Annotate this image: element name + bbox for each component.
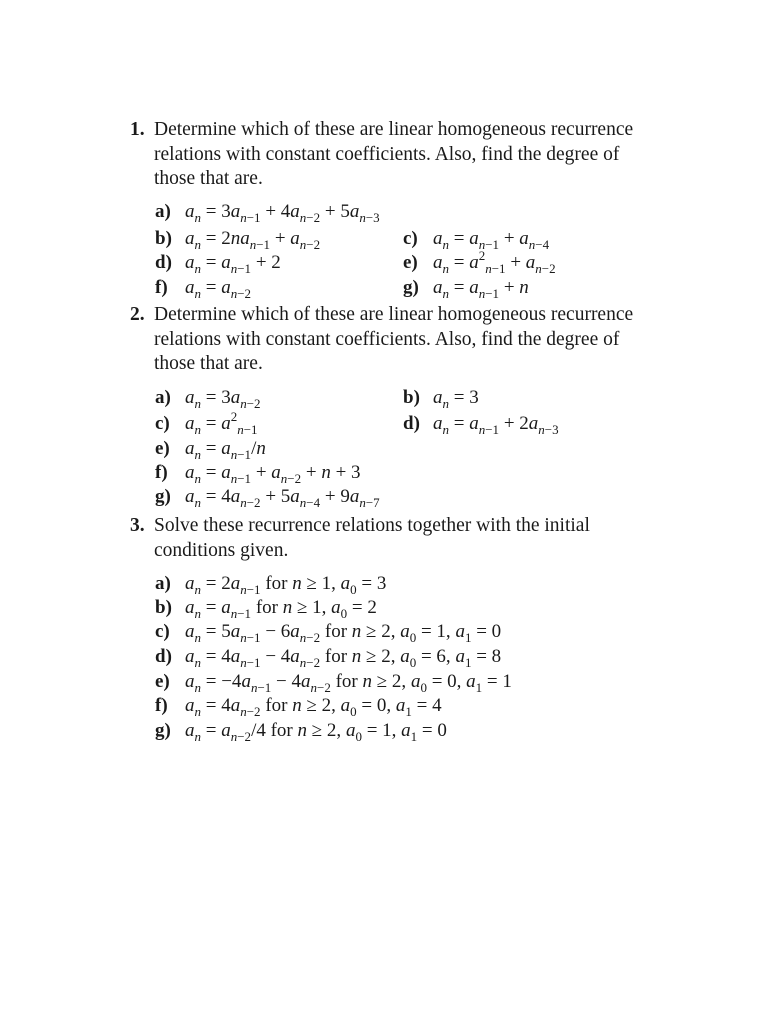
problem-1-item-e	[403, 248, 556, 276]
item-label: g)	[403, 277, 419, 298]
equation: $a_n = a_{n-1} + 2a_{n-3}$	[433, 413, 559, 437]
equation: $a_n = a_{n-2}/4$ for n ≥ 2, $a_0 = 1$, $a_1 = 0$	[185, 720, 447, 744]
equation: $a_n = 3a_{n-2}$	[185, 387, 261, 411]
equation: $a_n = a_{n-1} + 2$	[185, 252, 281, 276]
problem-number: 2.	[130, 304, 145, 325]
problem-3-item-d	[155, 646, 501, 668]
problem-2-item-b	[403, 387, 479, 409]
item-label: e)	[155, 671, 170, 692]
equation: $a_n = 2a_{n-1}$ for n ≥ 1, $a_0 = 3$	[185, 573, 387, 597]
problem-1	[130, 118, 650, 192]
equation: $a_n = a_{n-1}$ for n ≥ 1, $a_0 = 2$	[185, 597, 377, 621]
item-label: g)	[155, 720, 171, 741]
problem-1-item-c	[403, 228, 549, 250]
equation: $a_n = 4a_{n-1} - 4a_{n-2}$ for n ≥ 2, $a_0 = 6$, $a_1 = 8$	[185, 646, 502, 670]
equation: $a_n = a_{n-1}/n$	[185, 438, 266, 462]
problem-2-item-c	[155, 409, 258, 437]
problem-3-item-e	[155, 671, 512, 693]
problem-1-item-a	[155, 201, 380, 223]
item-label: d)	[155, 252, 172, 273]
problem-2-item-f	[155, 462, 361, 484]
equation: $a_n = a_{n-2}$	[185, 277, 252, 301]
problem-2-item-d	[403, 413, 559, 435]
item-label: c)	[403, 228, 418, 249]
problem-3-item-c	[155, 621, 501, 643]
problem-3-item-f	[155, 695, 442, 717]
equation: $a_n = 4a_{n-2}$ for n ≥ 2, $a_0 = 0$, $a_1 = 4$	[185, 695, 442, 719]
item-label: a)	[155, 387, 171, 408]
problem-3-item-a	[155, 573, 386, 595]
item-label: b)	[155, 228, 172, 249]
problem-3-item-g	[155, 720, 447, 742]
item-label: b)	[403, 387, 420, 408]
problem-2-item-g	[155, 486, 380, 508]
problem-3	[130, 514, 650, 563]
equation: $a_n = 3$	[433, 387, 479, 411]
item-label: c)	[155, 413, 170, 434]
item-label: e)	[403, 252, 418, 273]
item-label: g)	[155, 486, 171, 507]
problem-1-item-f	[155, 277, 251, 299]
equation: $a_n = a_{n-1} + n$	[433, 277, 529, 301]
item-label: a)	[155, 573, 171, 594]
equation: $a_n = 5a_{n-1} - 6a_{n-2}$ for n ≥ 2, $a_0 = 1$, $a_1 = 0$	[185, 621, 502, 645]
equation: $a_n = a_{n-1} + a_{n-4}$	[433, 228, 550, 252]
item-label: b)	[155, 597, 172, 618]
problem-2-item-a	[155, 387, 261, 409]
problem-2	[130, 303, 650, 377]
equation: $a_n = a^2_{n-1}$	[185, 409, 258, 437]
equation: $a_n = 4a_{n-2} + 5a_{n-4} + 9a_{n-7}$	[185, 486, 380, 510]
equation: $a_n = a_{n-1} + a_{n-2} + n + 3$	[185, 462, 361, 486]
problem-1-item-g	[403, 277, 529, 299]
equation: $a_n = a^2_{n-1} + a_{n-2}$	[433, 248, 556, 276]
problem-prompt: Solve these recurrence relations together with the initial conditions given.	[154, 515, 590, 561]
problem-3-item-b	[155, 597, 377, 619]
equation: $a_n = -4a_{n-1} - 4a_{n-2}$ for n ≥ 2, $a_0 = 0$, $a_1 = 1$	[185, 671, 512, 695]
item-label: a)	[155, 201, 171, 222]
item-label: d)	[155, 646, 172, 667]
problem-1-item-b	[155, 228, 320, 250]
item-label: f)	[155, 695, 168, 716]
equation: $a_n = 2na_{n-1} + a_{n-2}$	[185, 228, 321, 252]
problem-2-item-e	[155, 438, 266, 460]
problem-number: 1.	[130, 119, 145, 140]
item-label: c)	[155, 621, 170, 642]
problem-prompt: Determine which of these are linear homogeneous recurrence relations with constant coefficients. Also, find the degree of those that are.	[154, 119, 634, 189]
problem-prompt: Determine which of these are linear homogeneous recurrence relations with constant coefficients. Also, find the degree of those that are.	[154, 304, 634, 374]
item-label: f)	[155, 277, 168, 298]
problem-1-item-d	[155, 252, 281, 274]
item-label: d)	[403, 413, 420, 434]
problem-number: 3.	[130, 515, 145, 536]
item-label: e)	[155, 438, 170, 459]
item-label: f)	[155, 462, 168, 483]
equation: $a_n = 3a_{n-1} + 4a_{n-2} + 5a_{n-3}$	[185, 201, 380, 225]
